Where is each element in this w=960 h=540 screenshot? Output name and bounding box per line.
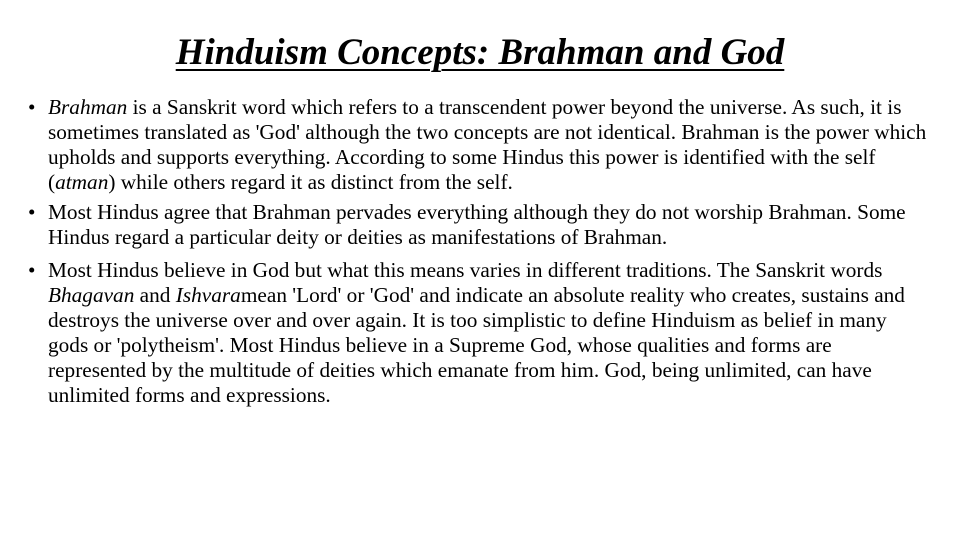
bullet-text: and bbox=[134, 283, 176, 307]
bullet-text: is a Sanskrit word which refers to a transcendent power beyond the universe. As such, it is sometimes translated as 'God' although the two concepts are not identical. Brahman is the power which upholds and supports everything. According to some Hindus this power is identified with the self ( bbox=[48, 95, 927, 194]
term-bhagavan: Bhagavan bbox=[48, 283, 135, 307]
bullet-item-brahman-pervades bbox=[28, 200, 928, 250]
bullet-text: Most Hindus believe in God but what this means varies in different traditions. The Sanskrit words bbox=[48, 258, 883, 282]
term-atman: atman bbox=[55, 170, 109, 194]
bullet-icon: • bbox=[28, 95, 36, 119]
slide-title: Hinduism Concepts: Brahman and God bbox=[175, 32, 785, 73]
bullet-item-belief-in-god bbox=[28, 258, 928, 408]
bullet-icon: • bbox=[28, 200, 36, 224]
bullet-item-brahman-definition bbox=[28, 95, 928, 195]
bullet-text: Most Hindus agree that Brahman pervades everything although they do not worship Brahman. Some Hindus regard a particular deity or deities as manifestations of Brahman. bbox=[48, 200, 906, 249]
term-ishvara: Ishvara bbox=[175, 283, 241, 307]
bullet-list bbox=[28, 95, 928, 413]
bullet-text: mean 'Lord' or 'God' and indicate an absolute reality who creates, sustains and destroys the universe over and over again. It is too simplistic to define Hinduism as belief in many gods or 'polytheism'. Most Hindus believe in a Supreme God, whose qualities and forms are represented by the multitude of deities which emanate from him. God, being unlimited, can have unlimited forms and expressions. bbox=[48, 283, 905, 407]
bullet-text: ) while others regard it as distinct from the self. bbox=[108, 170, 513, 194]
term-brahman: Brahman bbox=[48, 95, 128, 119]
bullet-icon: • bbox=[28, 258, 36, 282]
